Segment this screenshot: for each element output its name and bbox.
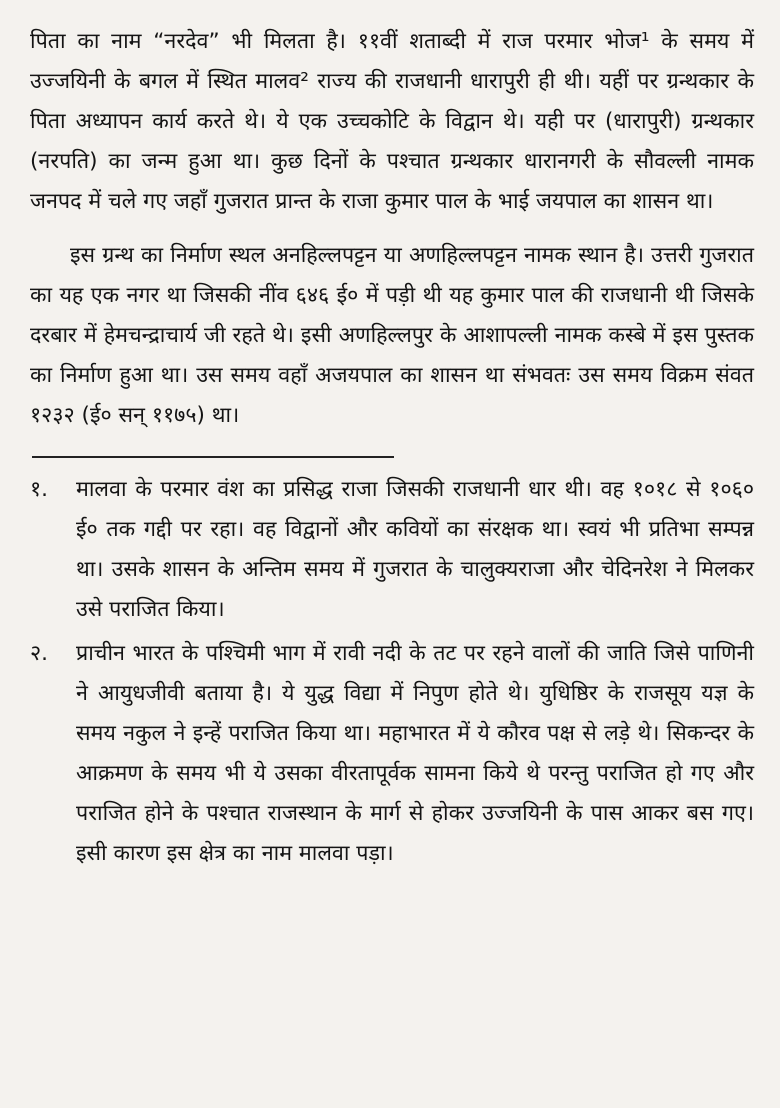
footnote-text: मालवा के परमार वंश का प्रसिद्ध राजा जिसकी राजधानी धार थी। वह १०१८ से १०६० ई० तक गद्दी पर रहा। वह विद्वानों और कवियों का संरक्षक था। स्वयं भी प्रतिभा सम्पन्न था। उसके शासन के अन्तिम समय में गुजरात के चालुक्यराजा और चेदिनरेश ने मिलकर उसे पराजित किया। [76, 477, 754, 622]
body-paragraph-1: पिता का नाम “नरदेव” भी मिलता है। ११वीं शताब्दी में राज परमार भोज¹ के समय में उज्जयिनी के बगल में स्थित मालव² राज्य की राजधानी धारापुरी ही थी। यहीं पर ग्रन्थकार के पिता अध्यापन कार्य करते थे। ये एक उच्चकोटि के विद्वान थे। यही पर (धारापुरी) ग्रन्थकार (नरपति) का जन्म हुआ था। कुछ दिनों के पश्चात ग्रन्थकार धारानगरी के सौवल्ली नामक जनपद में चले गए जहाँ गुजरात प्रान्त के राजा कुमार पाल के भाई जयपाल का शासन था। [30, 29, 754, 214]
footnote-number: २. [30, 641, 49, 666]
footnote-2 [30, 634, 754, 874]
body-paragraph-2: इस ग्रन्थ का निर्माण स्थल अनहिल्लपट्टन या अणहिल्लपट्टन नामक स्थान है। उत्तरी गुजरात का यह एक नगर था जिसकी नींव ६४६ ई० में पड़ी थी यह कुमार पाल की राजधानी थी जिसके दरबार में हेमचन्द्राचार्य जी रहते थे। इसी अणहिल्लपुर के आशापल्ली नामक कस्बे में इस पुस्तक का निर्माण हुआ था। उस समय वहाँ अजयपाल का शासन था संभवतः उस समय विक्रम संवत १२३२ (ई० सन् ११७५) था। [30, 243, 754, 428]
footnote-number: १. [30, 477, 49, 502]
footnote-text: प्राचीन भारत के पश्चिमी भाग में रावी नदी के तट पर रहने वालों की जाति जिसे पाणिनी ने आयुधजीवी बताया है। ये युद्ध विद्या में निपुण होते थे। युधिष्ठिर के राजसूय यज्ञ के समय नकुल ने इन्हें पराजित किया था। महाभारत में ये कौरव पक्ष से लड़े थे। सिकन्दर के आक्रमण के समय भी ये उसका वीरतापूर्वक सामना किये थे परन्तु पराजित हो गए और पराजित होने के पश्चात राजस्थान के मार्ग से होकर उज्जयिनी के पास आकर बस गए। इसी कारण इस क्षेत्र का नाम मालवा पड़ा। [76, 641, 754, 866]
footnote-1 [30, 470, 754, 630]
footnote-separator [32, 456, 394, 458]
